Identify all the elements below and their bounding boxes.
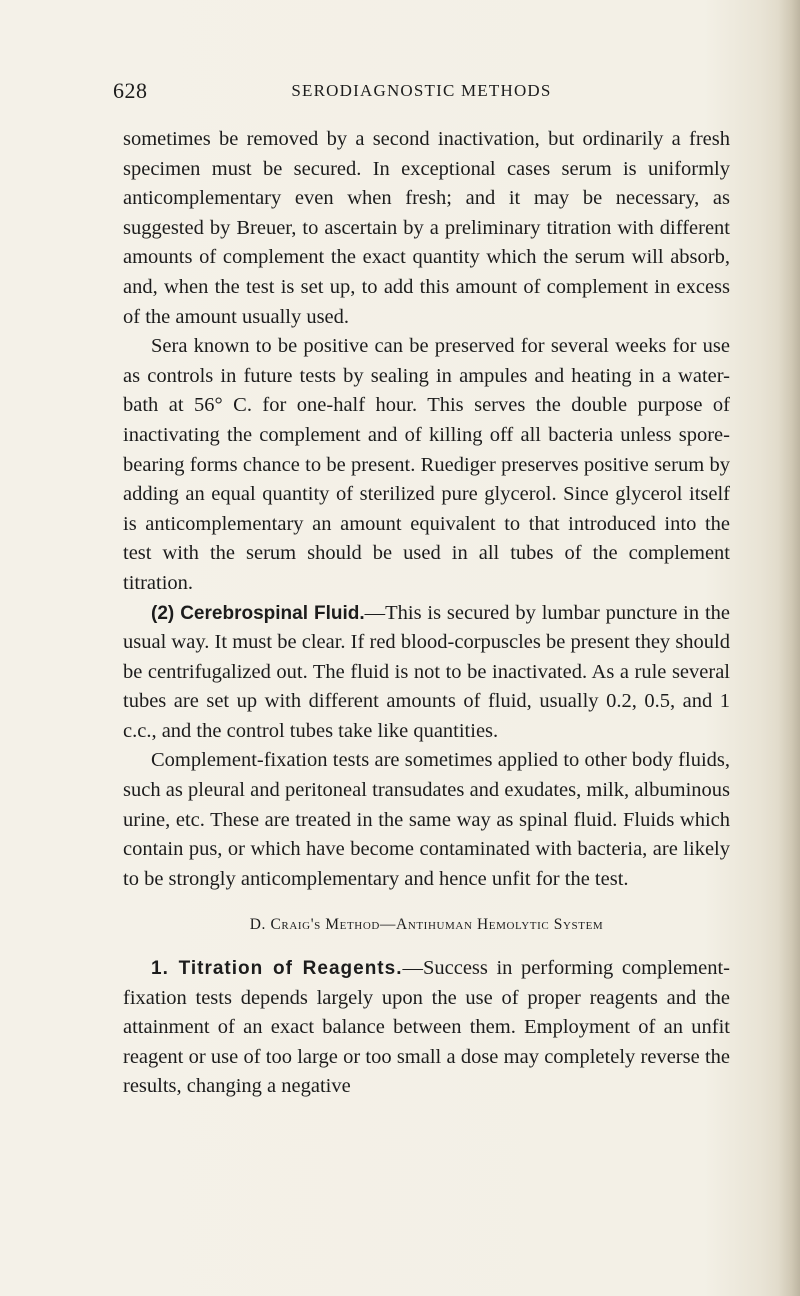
paragraph-sera-preservation: Sera known to be positive can be preserved for several weeks for use as controls in future tests by sealing in ampules and heating in a water-bath at 56° C. for one-half hour. This serves the double purpose of inactivating the complement and of killing off all bacteria unless spore-bearing forms chance to be present. Ruediger preserves positive serum by adding an equal quantity of sterilized pure glycerol. Since glycerol itself is anticomplementary an amount equivalent to that introduced into the test with the serum should be used in all tubes of the complement titration.: [123, 335, 730, 594]
section-title: D. Craig's Method—Antihuman Hemolytic System: [249, 916, 604, 934]
titration-heading: 1. Titration of Reagents.: [151, 958, 403, 980]
running-head: SERODIAGNOSTIC METHODS: [291, 81, 552, 100]
titration-text: —Success in performing complement-fixation tests depends largely upon the use of proper reagents and the attainment of an exact balance between them. Employment of an unfit reagent or use of too large or too small a dose may completely reverse the results, changing a negative: [123, 957, 730, 1098]
page-gutter-shadow: [778, 0, 800, 1296]
paragraph-continued: sometimes be removed by a second inactivation, but ordinarily a fresh specimen must be secured. In exceptional cases serum is uniformly anticomplementary even when fresh; and it may be necessary, as suggested by Breuer, to ascertain by a preliminary titration with different amounts of complement the exact quantity which the serum will absorb, and, when the test is set up, to add this amount of complement in excess of the amount usually used.: [123, 128, 730, 328]
cerebrospinal-fluid-heading: (2) Cerebrospinal Fluid.: [151, 602, 365, 624]
paragraph-cerebrospinal-fluid: [123, 599, 730, 747]
page-number: 628: [113, 78, 148, 103]
page-header: [113, 78, 730, 112]
paragraph-other-body-fluids: Complement-fixation tests are sometimes applied to other body fluids, such as pleural and peritoneal transudates and exudates, milk, albuminous urine, etc. These are treated in the same way as spinal fluid. Fluids which contain pus, or which have become contaminated with bacteria, are likely to be strongly anticomplementary and hence unfit for the test.: [123, 749, 730, 890]
page-body: [123, 125, 730, 1102]
cerebrospinal-fluid-text: —This is secured by lumbar puncture in the usual way. It must be clear. If red blood-corpuscles be present they should be centrifugalized out. The fluid is not to be inactivated. As a rule several tubes are set up with different amounts of fluid, usually 0.2, 0.5, and 1 c.c., and the control tubes take like quantities.: [123, 601, 730, 742]
paragraph-titration-of-reagents: [123, 954, 730, 1102]
